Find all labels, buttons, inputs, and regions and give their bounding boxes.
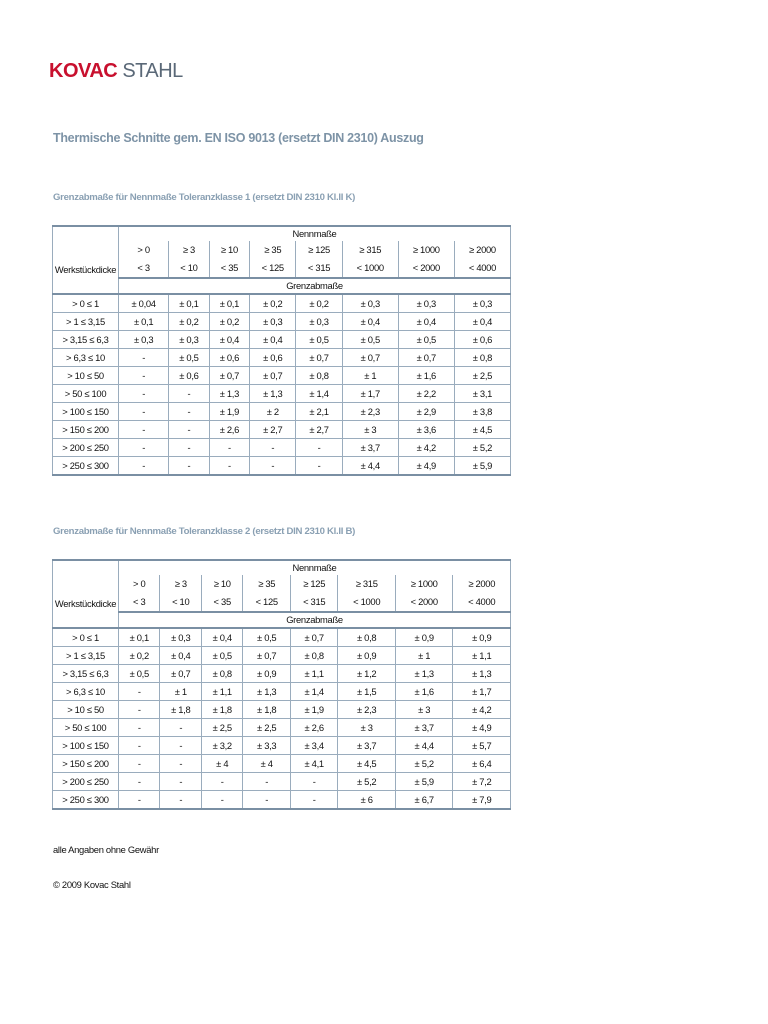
tolerance-value-cell: ± 0,3 [160,628,201,647]
range-high-cell: < 2000 [398,259,454,278]
table-row [53,421,511,439]
range-low-cell: ≥ 125 [290,575,337,593]
table-row [53,791,511,810]
tolerance-value-cell: ± 1 [160,683,201,701]
tolerance-value-cell: ± 0,1 [169,294,209,313]
tolerance-value-cell: ± 0,1 [119,313,169,331]
tolerance-value-cell: - [119,791,160,810]
tolerance-value-cell: ± 0,7 [250,367,296,385]
thickness-label-cell: > 200 ≤ 250 [53,439,119,457]
tolerance-value-cell: ± 0,5 [119,665,160,683]
tolerance-value-cell: ± 0,9 [243,665,290,683]
tolerance-value-cell: ± 1 [342,367,398,385]
tolerance-value-cell: ± 0,8 [296,367,342,385]
range-low-cell: ≥ 35 [250,241,296,259]
thickness-label-cell: > 10 ≤ 50 [53,701,119,719]
thickness-label-cell: > 100 ≤ 150 [53,737,119,755]
tolerance-value-cell: ± 1,9 [290,701,337,719]
range-high-cell: < 35 [201,593,242,612]
nennmasse-header: Nennmaße [119,226,511,241]
copyright-notice: © 2009 Kovac Stahl [53,879,131,890]
tolerance-value-cell: ± 5,2 [338,773,396,791]
tolerance-value-cell: ± 3,1 [454,385,510,403]
thickness-label-cell: > 6,3 ≤ 10 [53,349,119,367]
tolerance-value-cell: ± 2,6 [290,719,337,737]
tolerance-value-cell: - [201,773,242,791]
grenzabmasse-header: Grenzabmaße [119,278,511,294]
tolerance-value-cell: ± 3 [338,719,396,737]
tolerance-value-cell: ± 1,8 [160,701,201,719]
tolerance-value-cell: ± 0,7 [296,349,342,367]
tolerance-value-cell: ± 4,9 [453,719,511,737]
tolerance-value-cell: ± 0,9 [338,647,396,665]
range-high-cell: < 4000 [453,593,511,612]
nennmasse-header: Nennmaße [119,560,511,575]
tolerance-value-cell: - [160,791,201,810]
tolerance-value-cell: - [169,385,209,403]
tolerance-value-cell: ± 0,3 [454,294,510,313]
tolerance-value-cell: - [290,791,337,810]
tolerance-table-class-2 [52,559,511,810]
header-row-nennmasse [53,560,511,575]
tolerance-value-cell: ± 0,7 [398,349,454,367]
thickness-label-cell: > 6,3 ≤ 10 [53,683,119,701]
tolerance-value-cell: - [160,755,201,773]
tolerance-value-cell: - [119,349,169,367]
logo-part-stahl: STAHL [122,60,183,82]
tolerance-value-cell: - [119,737,160,755]
tolerance-value-cell: - [119,367,169,385]
tolerance-value-cell: - [119,683,160,701]
tolerance-value-cell: ± 1,3 [453,665,511,683]
tolerance-value-cell: ± 0,3 [342,294,398,313]
tolerance-value-cell: - [119,701,160,719]
header-row-range-low [53,241,511,259]
tolerance-value-cell: - [169,403,209,421]
tolerance-value-cell: ± 0,4 [342,313,398,331]
range-low-cell: ≥ 3 [169,241,209,259]
tolerance-value-cell: ± 4 [243,755,290,773]
tolerance-value-cell: ± 0,3 [398,294,454,313]
tolerance-value-cell: ± 1,7 [342,385,398,403]
tolerance-value-cell: ± 3 [342,421,398,439]
table-row [53,683,511,701]
range-low-cell: ≥ 3 [160,575,201,593]
tolerance-value-cell: ± 0,1 [209,294,249,313]
tolerance-value-cell: ± 4,2 [453,701,511,719]
tolerance-value-cell: ± 1,4 [296,385,342,403]
tolerance-value-cell: ± 6 [338,791,396,810]
tolerance-value-cell: ± 0,7 [209,367,249,385]
page-title: Thermische Schnitte gem. EN ISO 9013 (ersetzt DIN 2310) Auszug [53,131,424,145]
tolerance-value-cell: ± 1,8 [243,701,290,719]
tolerance-value-cell: ± 7,2 [453,773,511,791]
tolerance-value-cell: ± 0,2 [119,647,160,665]
header-row-range-low [53,575,511,593]
tolerance-value-cell: ± 0,8 [338,628,396,647]
tolerance-value-cell: ± 2,3 [342,403,398,421]
tolerance-value-cell: - [296,439,342,457]
tolerance-value-cell: ± 3,3 [243,737,290,755]
tolerance-value-cell: ± 3,6 [398,421,454,439]
tolerance-value-cell: - [290,773,337,791]
tolerance-value-cell: ± 1,6 [398,367,454,385]
range-high-cell: < 3 [119,259,169,278]
range-high-cell: < 125 [243,593,290,612]
range-high-cell: < 2000 [395,593,453,612]
tolerance-value-cell: - [119,403,169,421]
tolerance-value-cell: ± 0,3 [169,331,209,349]
table-1-subtitle: Grenzabmaße für Nennmaße Toleranzklasse 1 (ersetzt DIN 2310 Kl.II K) [53,192,355,203]
tolerance-value-cell: ± 5,2 [454,439,510,457]
tolerance-value-cell: ± 3,7 [395,719,453,737]
tolerance-value-cell: - [119,385,169,403]
tolerance-value-cell: ± 0,5 [342,331,398,349]
header-row-grenzabmasse [53,612,511,628]
range-high-cell: < 3 [119,593,160,612]
tolerance-value-cell: ± 0,2 [250,294,296,313]
thickness-label-cell: > 1 ≤ 3,15 [53,647,119,665]
tolerance-value-cell: ± 0,7 [243,647,290,665]
thickness-label-cell: > 200 ≤ 250 [53,773,119,791]
range-low-cell: ≥ 315 [342,241,398,259]
tolerance-value-cell: ± 0,1 [119,628,160,647]
tolerance-value-cell: ± 0,8 [290,647,337,665]
tolerance-value-cell: - [169,421,209,439]
tolerance-value-cell: ± 1,6 [395,683,453,701]
tolerance-value-cell: ± 3,7 [338,737,396,755]
table-row [53,385,511,403]
table-row [53,439,511,457]
tolerance-value-cell: ± 0,6 [169,367,209,385]
table-row [53,457,511,476]
range-low-cell: ≥ 1000 [398,241,454,259]
tolerance-value-cell: ± 0,3 [296,313,342,331]
tolerance-value-cell: - [201,791,242,810]
tolerance-value-cell: ± 1,7 [453,683,511,701]
tolerance-value-cell: - [169,457,209,476]
tolerance-table-class-1 [52,225,511,476]
thickness-label-cell: > 0 ≤ 1 [53,628,119,647]
table-row [53,737,511,755]
tolerance-value-cell: ± 6,7 [395,791,453,810]
table-row [53,403,511,421]
tolerance-value-cell: ± 0,5 [243,628,290,647]
table-row [53,773,511,791]
thickness-label-cell: > 1 ≤ 3,15 [53,313,119,331]
tolerance-value-cell: - [243,791,290,810]
thickness-label-cell: > 0 ≤ 1 [53,294,119,313]
tolerance-value-cell: ± 1,3 [243,683,290,701]
table-row [53,331,511,349]
tolerance-value-cell: ± 2,6 [209,421,249,439]
tolerance-value-cell: ± 1,3 [250,385,296,403]
table-row [53,755,511,773]
table-row [53,665,511,683]
tolerance-value-cell: ± 0,5 [201,647,242,665]
tolerance-value-cell: ± 0,4 [398,313,454,331]
tolerance-value-cell: ± 1,1 [290,665,337,683]
range-low-cell: ≥ 35 [243,575,290,593]
tolerance-value-cell: ± 0,04 [119,294,169,313]
grenzabmasse-header: Grenzabmaße [119,612,511,628]
table-row [53,647,511,665]
tolerance-value-cell: ± 4 [201,755,242,773]
range-low-cell: > 0 [119,575,160,593]
tolerance-value-cell: ± 5,9 [395,773,453,791]
tolerance-value-cell: ± 1,1 [201,683,242,701]
range-low-cell: ≥ 1000 [395,575,453,593]
range-high-cell: < 315 [290,593,337,612]
tolerance-value-cell: ± 0,5 [296,331,342,349]
tolerance-value-cell: ± 0,5 [398,331,454,349]
range-low-cell: ≥ 315 [338,575,396,593]
tolerance-value-cell: - [209,457,249,476]
tolerance-value-cell: ± 1,5 [338,683,396,701]
tolerance-value-cell: ± 0,8 [454,349,510,367]
tolerance-value-cell: ± 0,8 [201,665,242,683]
tolerance-value-cell: - [119,421,169,439]
tolerance-value-cell: ± 3,7 [342,439,398,457]
tolerance-value-cell: ± 4,9 [398,457,454,476]
tolerance-value-cell: - [243,773,290,791]
range-high-cell: < 1000 [342,259,398,278]
tolerance-value-cell: ± 0,4 [160,647,201,665]
tolerance-value-cell: - [169,439,209,457]
tolerance-value-cell: ± 6,4 [453,755,511,773]
tolerance-value-cell: ± 1,1 [453,647,511,665]
thickness-label-cell: > 10 ≤ 50 [53,367,119,385]
tolerance-value-cell: ± 0,7 [342,349,398,367]
tolerance-value-cell: ± 1 [395,647,453,665]
tolerance-value-cell: ± 5,7 [453,737,511,755]
tolerance-value-cell: - [119,439,169,457]
table-row [53,719,511,737]
tolerance-value-cell: ± 0,3 [119,331,169,349]
tolerance-value-cell: ± 4,4 [342,457,398,476]
range-low-cell: ≥ 125 [296,241,342,259]
table-row [53,701,511,719]
table-row [53,367,511,385]
tolerance-value-cell: ± 0,5 [169,349,209,367]
tolerance-value-cell: ± 0,7 [160,665,201,683]
range-high-cell: < 10 [169,259,209,278]
tolerance-value-cell: ± 0,4 [250,331,296,349]
range-low-cell: > 0 [119,241,169,259]
tolerance-value-cell: ± 0,6 [209,349,249,367]
tolerance-value-cell: ± 7,9 [453,791,511,810]
company-logo [49,60,183,82]
range-high-cell: < 125 [250,259,296,278]
tolerance-value-cell: ± 3,8 [454,403,510,421]
tolerance-value-cell: ± 2,3 [338,701,396,719]
thickness-label-cell: > 50 ≤ 100 [53,719,119,737]
tolerance-value-cell: ± 0,6 [454,331,510,349]
header-row-grenzabmasse [53,278,511,294]
tolerance-value-cell: - [160,773,201,791]
tolerance-value-cell: ± 2,5 [454,367,510,385]
table-row [53,628,511,647]
tolerance-value-cell: - [250,439,296,457]
tolerance-value-cell: ± 4,5 [338,755,396,773]
tolerance-value-cell: ± 4,1 [290,755,337,773]
tolerance-value-cell: ± 5,9 [454,457,510,476]
tolerance-value-cell: - [209,439,249,457]
tolerance-value-cell: ± 0,9 [453,628,511,647]
tolerance-value-cell: ± 0,4 [454,313,510,331]
thickness-label-cell: > 250 ≤ 300 [53,791,119,810]
tolerance-value-cell: ± 2,7 [296,421,342,439]
range-high-cell: < 10 [160,593,201,612]
thickness-label-cell: > 250 ≤ 300 [53,457,119,476]
tolerance-value-cell: ± 4,4 [395,737,453,755]
logo-part-kovac: KOVAC [49,60,118,82]
tolerance-value-cell: ± 0,4 [209,331,249,349]
table-2-subtitle: Grenzabmaße für Nennmaße Toleranzklasse 2 (ersetzt DIN 2310 Kl.II B) [53,526,355,537]
tolerance-value-cell: - [119,755,160,773]
thickness-label-cell: > 50 ≤ 100 [53,385,119,403]
tolerance-value-cell: - [250,457,296,476]
tolerance-value-cell: ± 1,3 [209,385,249,403]
thickness-label-cell: > 100 ≤ 150 [53,403,119,421]
tolerance-value-cell: ± 2 [250,403,296,421]
tolerance-value-cell: ± 0,2 [169,313,209,331]
tolerance-value-cell: ± 1,3 [395,665,453,683]
tolerance-value-cell: - [296,457,342,476]
range-high-cell: < 4000 [454,259,510,278]
thickness-label-cell: > 150 ≤ 200 [53,755,119,773]
tolerance-value-cell: ± 2,9 [398,403,454,421]
header-row-range-high [53,593,511,612]
range-high-cell: < 315 [296,259,342,278]
tolerance-value-cell: - [160,737,201,755]
range-low-cell: ≥ 10 [209,241,249,259]
tolerance-value-cell: ± 2,7 [250,421,296,439]
tolerance-value-cell: ± 2,1 [296,403,342,421]
range-low-cell: ≥ 2000 [454,241,510,259]
tolerance-value-cell: - [119,719,160,737]
range-high-cell: < 35 [209,259,249,278]
range-low-cell: ≥ 10 [201,575,242,593]
werkstueck-header: Werkstückdicke [53,226,119,294]
tolerance-value-cell: ± 2,2 [398,385,454,403]
table-row [53,349,511,367]
tolerance-value-cell: ± 0,4 [201,628,242,647]
tolerance-value-cell: - [160,719,201,737]
thickness-label-cell: > 3,15 ≤ 6,3 [53,331,119,349]
tolerance-value-cell: ± 4,2 [398,439,454,457]
header-row-range-high [53,259,511,278]
tolerance-value-cell: ± 0,3 [250,313,296,331]
range-high-cell: < 1000 [338,593,396,612]
thickness-label-cell: > 3,15 ≤ 6,3 [53,665,119,683]
tolerance-value-cell: ± 0,6 [250,349,296,367]
header-row-nennmasse [53,226,511,241]
tolerance-value-cell: ± 3 [395,701,453,719]
tolerance-value-cell: ± 1,4 [290,683,337,701]
range-low-cell: ≥ 2000 [453,575,511,593]
thickness-label-cell: > 150 ≤ 200 [53,421,119,439]
disclaimer-note: alle Angaben ohne Gewähr [53,844,159,855]
tolerance-value-cell: ± 4,5 [454,421,510,439]
tolerance-value-cell: ± 0,2 [296,294,342,313]
table-row [53,313,511,331]
tolerance-value-cell: - [119,457,169,476]
tolerance-value-cell: ± 5,2 [395,755,453,773]
tolerance-value-cell: ± 1,9 [209,403,249,421]
tolerance-value-cell: ± 3,2 [201,737,242,755]
tolerance-value-cell: - [119,773,160,791]
tolerance-value-cell: ± 0,7 [290,628,337,647]
tolerance-value-cell: ± 0,2 [209,313,249,331]
tolerance-value-cell: ± 2,5 [243,719,290,737]
tolerance-value-cell: ± 1,2 [338,665,396,683]
tolerance-value-cell: ± 0,9 [395,628,453,647]
table-row [53,294,511,313]
tolerance-value-cell: ± 3,4 [290,737,337,755]
werkstueck-header: Werkstückdicke [53,560,119,628]
tolerance-value-cell: ± 1,8 [201,701,242,719]
tolerance-value-cell: ± 2,5 [201,719,242,737]
